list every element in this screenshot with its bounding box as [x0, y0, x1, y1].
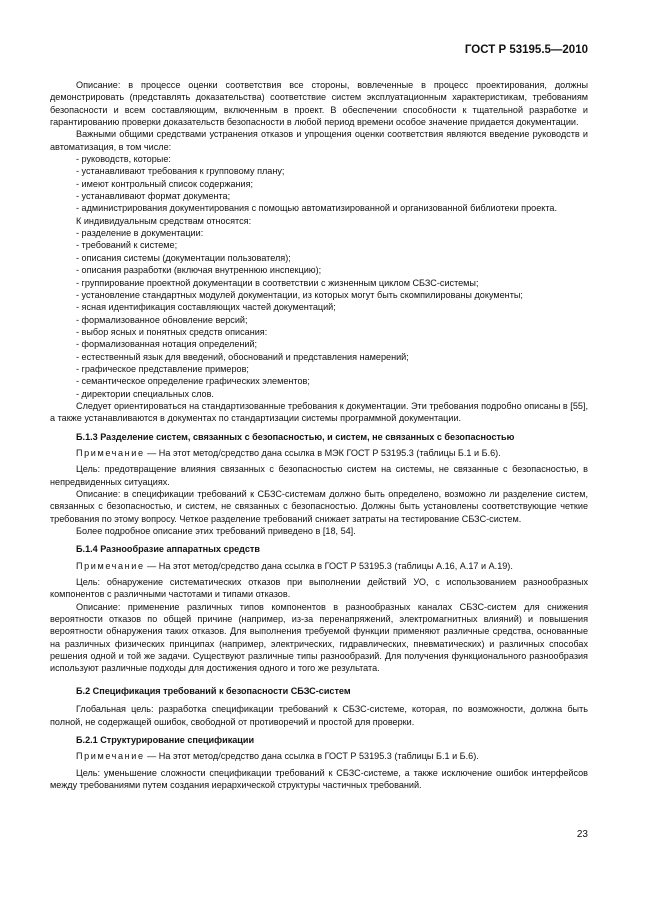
list-item: - директории специальных слов. [76, 388, 214, 399]
note-paragraph [50, 447, 588, 459]
paragraph: - администрирования документирования с помощью автоматизированной и организованной библиотеки проекта. [76, 203, 558, 214]
paragraph: Описание: применение различных типов компонентов в разнообразных каналах СБЗС-систем для снижения вероятности отказов по общей причине (например, из-за перенапряжений, электромагнитных влияний) и повышения вероятности обнаружения таких отказов. Для выполнения требуемой функции применяют различные средства, основанные на различных физических принципах (например, электрических, гидравлических, пневматических) и различных способах решения одной и той же задачи. Существуют различные типы разнообразий. Для получения функционального разнообразия используют различные подходы для достижения одного и того же результата. [50, 601, 588, 674]
list-item: - семантическое определение графических элементов; [76, 376, 310, 387]
list-item: - естественный язык для введений, обоснований и представления намерений; [76, 351, 409, 362]
note-label: Примечание [76, 751, 145, 762]
section-heading: Б.2.1 Структурирование спецификации [76, 734, 255, 745]
note-text: — На этот метод/средство дана ссылка в МЭК ГОСТ Р 53195.3 (таблицы Б.1 и Б.6). [144, 447, 501, 458]
list-item: - устанавливают формат документа; [76, 191, 231, 202]
paragraph: Более подробное описание этих требований приведено в [18, 54]. [76, 526, 356, 537]
list-item: - требований к системе; [76, 240, 178, 251]
section-heading: Б.1.3 Разделение систем, связанных с безопасностью, и систем, не связанных с безопасностью [76, 431, 515, 442]
list-item: - формализованная нотация определений; [76, 339, 258, 350]
list-item: - формализованное обновление версий; [76, 314, 248, 325]
page-number: 23 [576, 829, 588, 840]
note-text: — На этот метод/средство дана ссылка в ГОСТ Р 53195.3 (таблицы Б.1 и Б.6). [144, 751, 479, 762]
list-item: - устанавливают требования к групповому плану; [76, 166, 285, 177]
note-paragraph [50, 560, 588, 572]
list-item: - разделение в документации: [76, 228, 204, 239]
paragraph: Цель: уменьшение сложности спецификации требований к СБЗС-системе, а также исключение ошибок интерфейсов между требованиями путем создания иерархической структуры частичных требований. [50, 767, 588, 790]
document-body [50, 79, 588, 791]
document-code-header: ГОСТ Р 53195.5—2010 [464, 44, 588, 56]
section-heading: Б.1.4 Разнообразие аппаратных средств [76, 544, 260, 555]
list-item: - имеют контрольный список содержания; [76, 178, 254, 189]
paragraph: Следует ориентироваться на стандартизованные требования к документации. Эти требования подробно описаны в [55], а также устанавливаются в документах по стандартизации системы программной документации. [50, 400, 588, 424]
list-item: - группирование проектной документации в соответствии с жизненным циклом СБЗС-системы; [76, 277, 479, 288]
paragraph: Описание: в процессе оценки соответствия все стороны, вовлеченные в процесс проектирования, должны демонстрировать (представлять доказательства) соответствие систем эксплуатационным характеристикам, требованиям безопасности и всем составляющим, включенным в проект. В обеспечении способности к тщательной разработке и гарантированию проверки доказательств безопасности в любой период времени особое значение придается документации. [50, 80, 588, 128]
list-item: - установление стандартных модулей документации, из которых могут быть скомпилированы документы; [76, 289, 523, 300]
note-text: — На этот метод/средство дана ссылка в ГОСТ Р 53195.3 (таблицы А.16, А.17 и А.19). [144, 560, 513, 571]
note-paragraph [50, 750, 588, 762]
paragraph: Важными общими средствами устранения отказов и упрощения оценки соответствия являются введение руководств и автоматизация, в том числе: [50, 129, 588, 152]
list-item: - графическое представление примеров; [76, 363, 249, 374]
list-item: К индивидуальным средствам относятся: [76, 215, 252, 226]
list-item: - руководств, которые: [76, 154, 171, 165]
paragraph: Цель: предотвращение влияния связанных с безопасностью систем на системы, не связанные с безопасностью, в непредвиденных ситуациях. [50, 464, 588, 487]
paragraph: Глобальная цель: разработка спецификации требований к СБЗС-системе, которая, по возможности, должна быть полной, не содержащей ошибок, свободной от противоречий и простой для проверки. [50, 704, 588, 727]
paragraph: Цель: обнаружение систематических отказов при выполнении действий УО, с использованием разнообразных компонентов с различными частотами и типами отказов. [50, 577, 588, 600]
list-item: - описания системы (документации пользователя); [76, 252, 291, 263]
note-label: Примечание [76, 560, 145, 571]
section-heading: Б.2 Спецификация требований к безопасности СБЗС-систем [76, 685, 351, 696]
list-item: - выбор ясных и понятных средств описания: [76, 326, 268, 337]
list-item: - ясная идентификация составляющих частей документаций; [76, 302, 336, 313]
paragraph: Описание: в спецификации требований к СБЗС-системам должно быть определено, возможно ли разделение систем, связанных с безопасностью, и систем, не связанных с безопасностью. Должны быть установлены соответствующие четкие требования по этому вопросу. Четкое разделение требований снижает затраты на тестирование СБЗС-систем. [50, 489, 588, 524]
note-label: Примечание [76, 447, 145, 458]
list-item: - описания разработки (включая внутреннюю инспекцию); [76, 265, 322, 276]
